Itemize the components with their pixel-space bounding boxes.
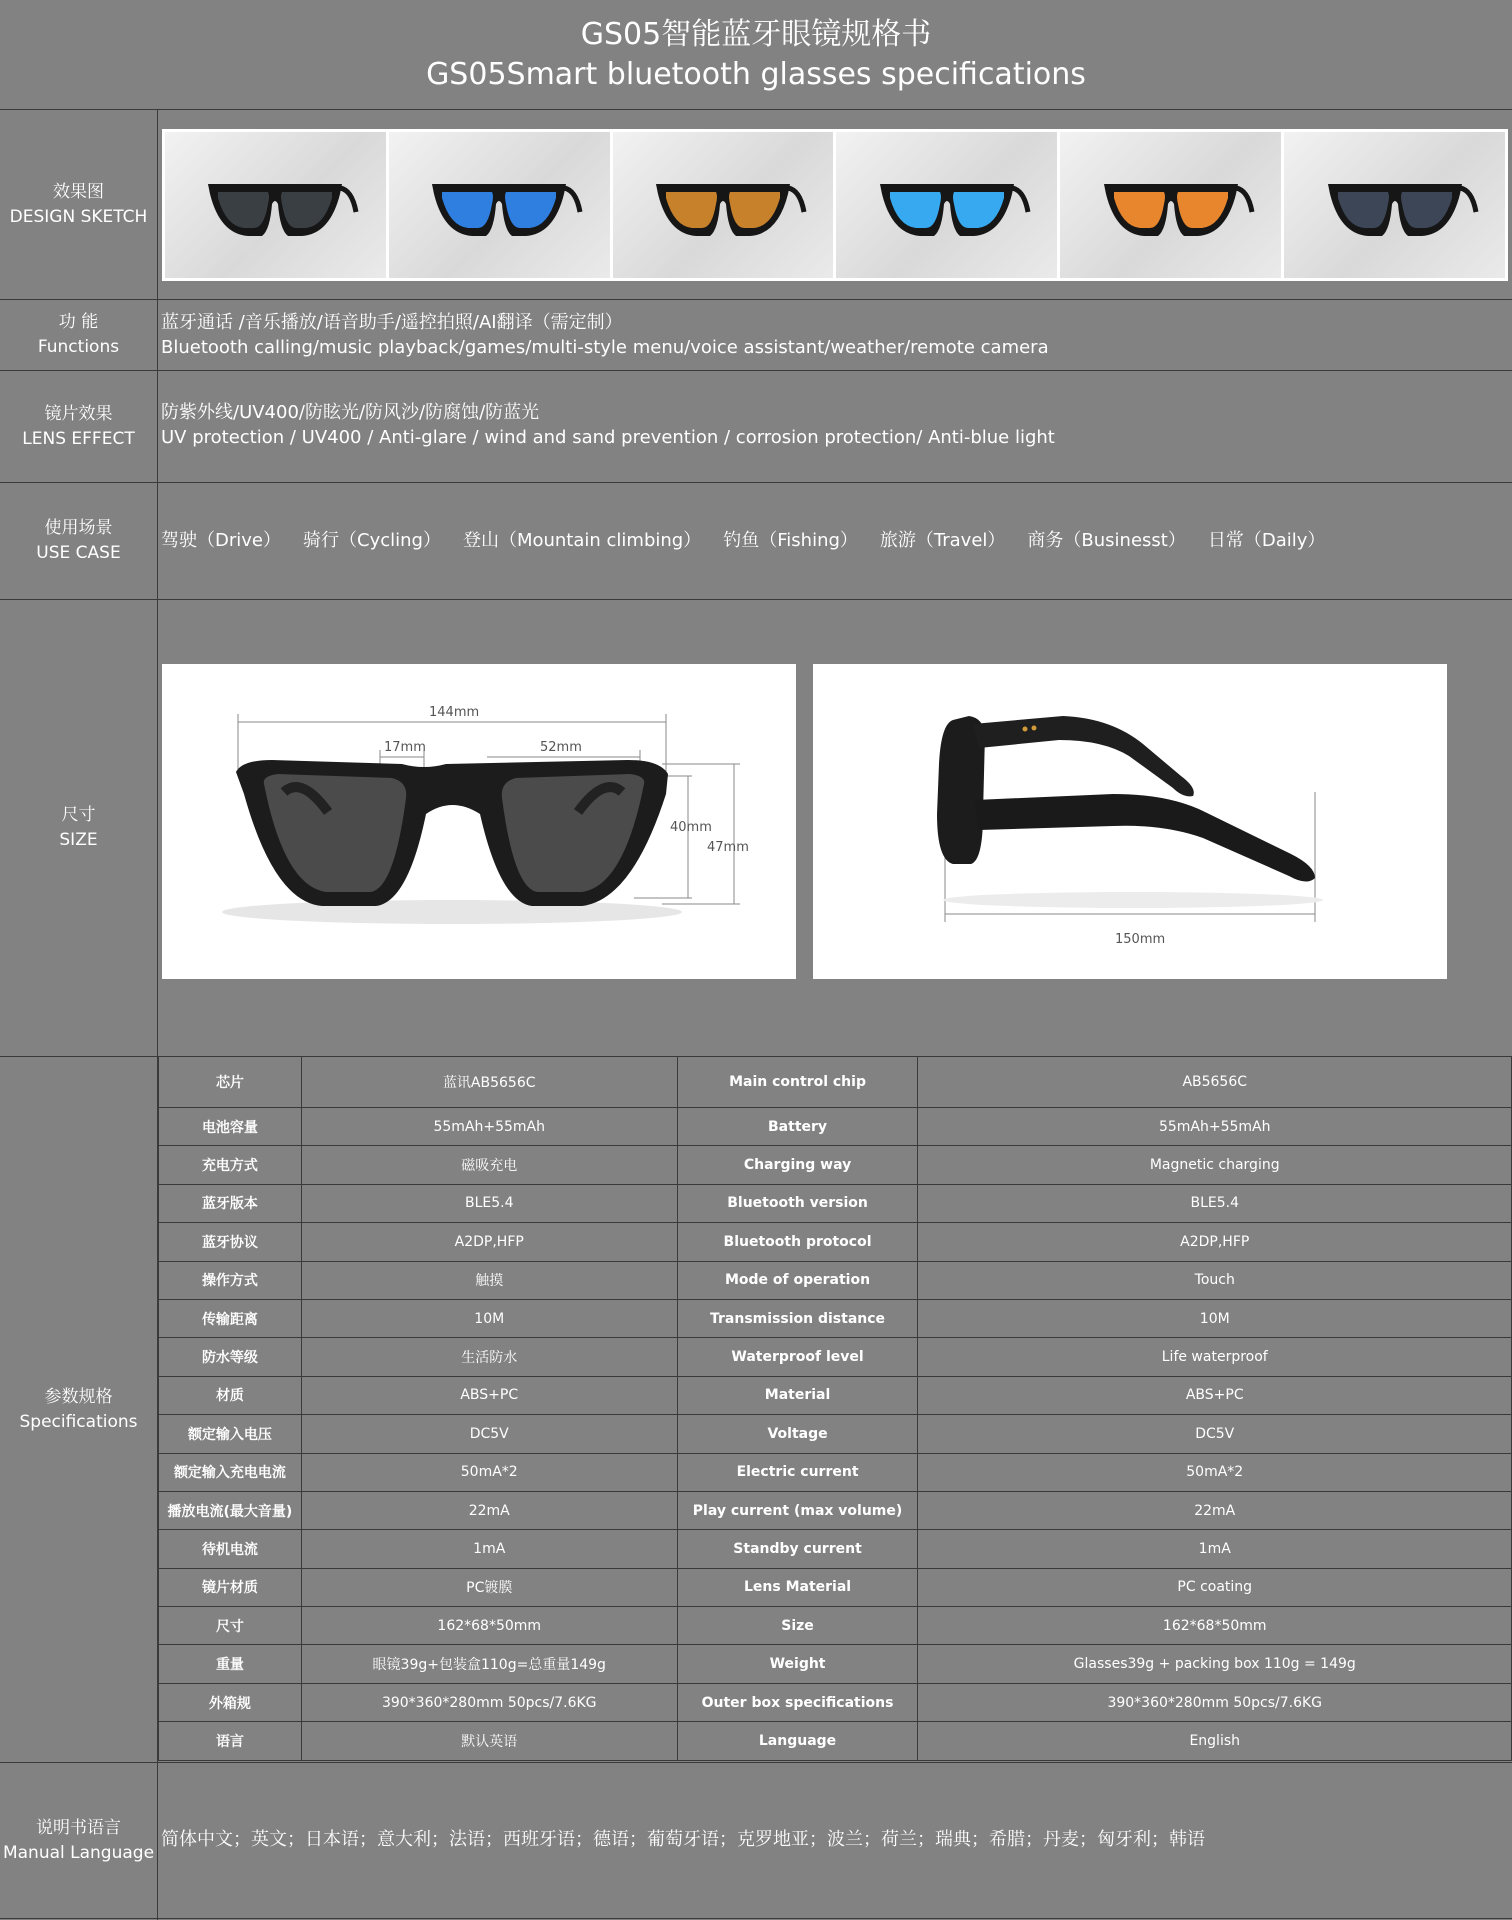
spec-row <box>159 1645 1512 1683</box>
spec-row <box>159 1491 1512 1529</box>
use-case-item: 驾驶（Drive） <box>161 530 281 551</box>
spec-value-en: Glasses39g + packing box 110g = 149g <box>918 1645 1512 1683</box>
spec-row <box>159 1338 1512 1376</box>
use-case-item: 骑行（Cycling） <box>303 530 441 551</box>
spec-label-cn: 播放电流(最大音量) <box>159 1491 302 1529</box>
dim-width-label: 144mm <box>429 705 480 720</box>
glasses-icon <box>638 160 808 250</box>
spec-row <box>159 1057 1512 1108</box>
spec-value-en: 22mA <box>918 1491 1512 1529</box>
spec-value-cn: 55mAh+55mAh <box>301 1108 677 1146</box>
dim-frame-height-label: 47mm <box>707 840 749 855</box>
spec-label-cn: 额定输入充电电流 <box>159 1453 302 1491</box>
dim-temple-label: 150mm <box>1115 932 1166 947</box>
spec-value-en: Magnetic charging <box>918 1146 1512 1184</box>
use-case-item: 登山（Mountain climbing） <box>462 530 702 551</box>
spec-row <box>159 1108 1512 1146</box>
use-case-item: 日常（Daily） <box>1207 530 1326 551</box>
spec-value-cn: 390*360*280mm 50pcs/7.6KG <box>301 1683 677 1721</box>
glasses-icon <box>862 160 1032 250</box>
spec-label-en: Mode of operation <box>677 1261 918 1299</box>
spec-row <box>159 1453 1512 1491</box>
spec-label-en: Weight <box>677 1645 918 1683</box>
dim-lens-width-label: 52mm <box>540 740 582 755</box>
spec-label-en: Play current (max volume) <box>677 1491 918 1529</box>
spec-value-en: A2DP,HFP <box>918 1223 1512 1261</box>
spec-label-en: Lens Material <box>677 1568 918 1606</box>
spec-label-cn: 操作方式 <box>159 1261 302 1299</box>
spec-row <box>159 1530 1512 1568</box>
divider <box>0 1918 1512 1919</box>
divider <box>0 299 1512 300</box>
glasses-icon <box>1086 160 1256 250</box>
title-cn: GS05智能蓝牙眼镜规格书 <box>580 17 932 52</box>
spec-row <box>159 1722 1512 1760</box>
spec-value-cn: 50mA*2 <box>301 1453 677 1491</box>
spec-row <box>159 1146 1512 1184</box>
spec-value-en: Life waterproof <box>918 1338 1512 1376</box>
glasses-icon <box>190 160 360 250</box>
product-photo <box>389 132 610 278</box>
spec-label-cn: 额定输入电压 <box>159 1415 302 1453</box>
spec-label-cn: 充电方式 <box>159 1146 302 1184</box>
side-size-diagram <box>813 664 1447 979</box>
product-photo <box>836 132 1057 278</box>
spec-value-en: 10M <box>918 1299 1512 1337</box>
spec-label-cn: 传输距离 <box>159 1299 302 1337</box>
spec-value-cn: 162*68*50mm <box>301 1607 677 1645</box>
spec-label-cn: 芯片 <box>159 1057 302 1108</box>
title-en: GS05Smart bluetooth glasses specifications <box>426 57 1086 92</box>
spec-value-cn: ABS+PC <box>301 1376 677 1414</box>
spec-value-cn: 22mA <box>301 1491 677 1529</box>
divider <box>0 1762 1512 1763</box>
spec-label-en: Language <box>677 1722 918 1760</box>
spec-row <box>159 1415 1512 1453</box>
dim-bridge-label: 17mm <box>384 740 426 755</box>
spec-value-en: 390*360*280mm 50pcs/7.6KG <box>918 1683 1512 1721</box>
use-case-item: 商务（Businesst） <box>1027 530 1186 551</box>
use-case-item: 旅游（Travel） <box>879 530 1006 551</box>
product-photo <box>1060 132 1281 278</box>
spec-label-en: Bluetooth protocol <box>677 1223 918 1261</box>
design-photos <box>162 129 1508 281</box>
spec-label-en: Electric current <box>677 1453 918 1491</box>
size-label: 尺寸 SIZE <box>59 805 98 850</box>
spec-value-en: BLE5.4 <box>918 1184 1512 1222</box>
spec-value-en: Touch <box>918 1261 1512 1299</box>
product-photo <box>1284 132 1505 278</box>
spec-row <box>159 1607 1512 1645</box>
spec-row <box>159 1261 1512 1299</box>
spec-row <box>159 1376 1512 1414</box>
spec-value-cn: 磁吸充电 <box>301 1146 677 1184</box>
spec-label-cn: 镜片材质 <box>159 1568 302 1606</box>
spec-label-en: Charging way <box>677 1146 918 1184</box>
spec-value-cn: DC5V <box>301 1415 677 1453</box>
spec-label-en: Battery <box>677 1108 918 1146</box>
spec-value-cn: PC镀膜 <box>301 1568 677 1606</box>
product-photo <box>165 132 386 278</box>
spec-label-en: Main control chip <box>677 1057 918 1108</box>
spec-row <box>159 1568 1512 1606</box>
spec-label-en: Voltage <box>677 1415 918 1453</box>
design-label: 效果图 DESIGN SKETCH <box>9 181 148 227</box>
specs-label: 参数规格 Specifications <box>19 1386 138 1432</box>
spec-value-cn: 生活防水 <box>301 1338 677 1376</box>
spec-label-cn: 材质 <box>159 1376 302 1414</box>
glasses-icon <box>414 160 584 250</box>
divider <box>0 482 1512 483</box>
spec-label-en: Outer box specifications <box>677 1683 918 1721</box>
spec-value-en: English <box>918 1722 1512 1760</box>
spec-label-en: Bluetooth version <box>677 1184 918 1222</box>
spec-label-cn: 蓝牙版本 <box>159 1184 302 1222</box>
spec-row <box>159 1299 1512 1337</box>
spec-row <box>159 1223 1512 1261</box>
functions-text: 蓝牙通话 /音乐播放/语音助手/遥控拍照/AI翻译（需定制） Bluetooth calling/music playback/games/multi-style menu/voice assistant/weather/remote camera <box>161 312 1049 358</box>
spec-label-en: Size <box>677 1607 918 1645</box>
spec-value-cn: 10M <box>301 1299 677 1337</box>
spec-value-cn: BLE5.4 <box>301 1184 677 1222</box>
spec-label-cn: 尺寸 <box>159 1607 302 1645</box>
spec-label-cn: 外箱规 <box>159 1683 302 1721</box>
spec-value-en: ABS+PC <box>918 1376 1512 1414</box>
spec-value-en: PC coating <box>918 1568 1512 1606</box>
spec-value-en: 50mA*2 <box>918 1453 1512 1491</box>
spec-value-en: DC5V <box>918 1415 1512 1453</box>
spec-label-cn: 语言 <box>159 1722 302 1760</box>
spec-value-cn: 1mA <box>301 1530 677 1568</box>
spec-row <box>159 1184 1512 1222</box>
functions-label: 功 能 Functions <box>37 312 120 357</box>
spec-label-en: Standby current <box>677 1530 918 1568</box>
spec-label-cn: 防水等级 <box>159 1338 302 1376</box>
use-case-label: 使用场景 USE CASE <box>36 518 121 563</box>
divider <box>0 370 1512 371</box>
lens-text: 防紫外线/UV400/防眩光/防风沙/防腐蚀/防蓝光 UV protection / UV400 / Anti-glare / wind and sand prevention / corrosion protection/ Anti-blue light <box>161 402 1055 448</box>
spec-value-cn: 触摸 <box>301 1261 677 1299</box>
divider <box>0 599 1512 600</box>
spec-label-en: Waterproof level <box>677 1338 918 1376</box>
manual-label: 说明书语言 Manual Language <box>2 1817 155 1863</box>
spec-value-cn: 默认英语 <box>301 1722 677 1760</box>
page-title <box>0 0 1512 110</box>
spec-value-en: 55mAh+55mAh <box>918 1108 1512 1146</box>
spec-label-en: Transmission distance <box>677 1299 918 1337</box>
spec-label-cn: 重量 <box>159 1645 302 1683</box>
spec-table <box>158 1056 1512 1761</box>
spec-value-cn: 眼镜39g+包装盒110g=总重量149g <box>301 1645 677 1683</box>
spec-value-en: 1mA <box>918 1530 1512 1568</box>
spec-value-en: AB5656C <box>918 1057 1512 1108</box>
lens-label: 镜片效果 LENS EFFECT <box>22 403 135 449</box>
dim-lens-height-label: 40mm <box>670 820 712 835</box>
spec-row <box>159 1683 1512 1721</box>
glasses-icon <box>1310 160 1480 250</box>
spec-label-cn: 电池容量 <box>159 1108 302 1146</box>
use-case-item: 钓鱼（Fishing） <box>723 530 858 551</box>
spec-value-cn: A2DP,HFP <box>301 1223 677 1261</box>
spec-label-en: Material <box>677 1376 918 1414</box>
product-photo <box>613 132 834 278</box>
spec-label-cn: 蓝牙协议 <box>159 1223 302 1261</box>
manual-languages: 简体中文；英文；日本语；意大利；法语；西班牙语；德语；葡萄牙语；克罗地亚；波兰；荷兰；瑞典；希腊；丹麦；匈牙利；韩语 <box>161 1829 1205 1850</box>
front-size-diagram <box>162 664 796 979</box>
use-case-list <box>161 528 1347 553</box>
spec-value-en: 162*68*50mm <box>918 1607 1512 1645</box>
spec-label-cn: 待机电流 <box>159 1530 302 1568</box>
spec-value-cn: 蓝讯AB5656C <box>301 1057 677 1108</box>
